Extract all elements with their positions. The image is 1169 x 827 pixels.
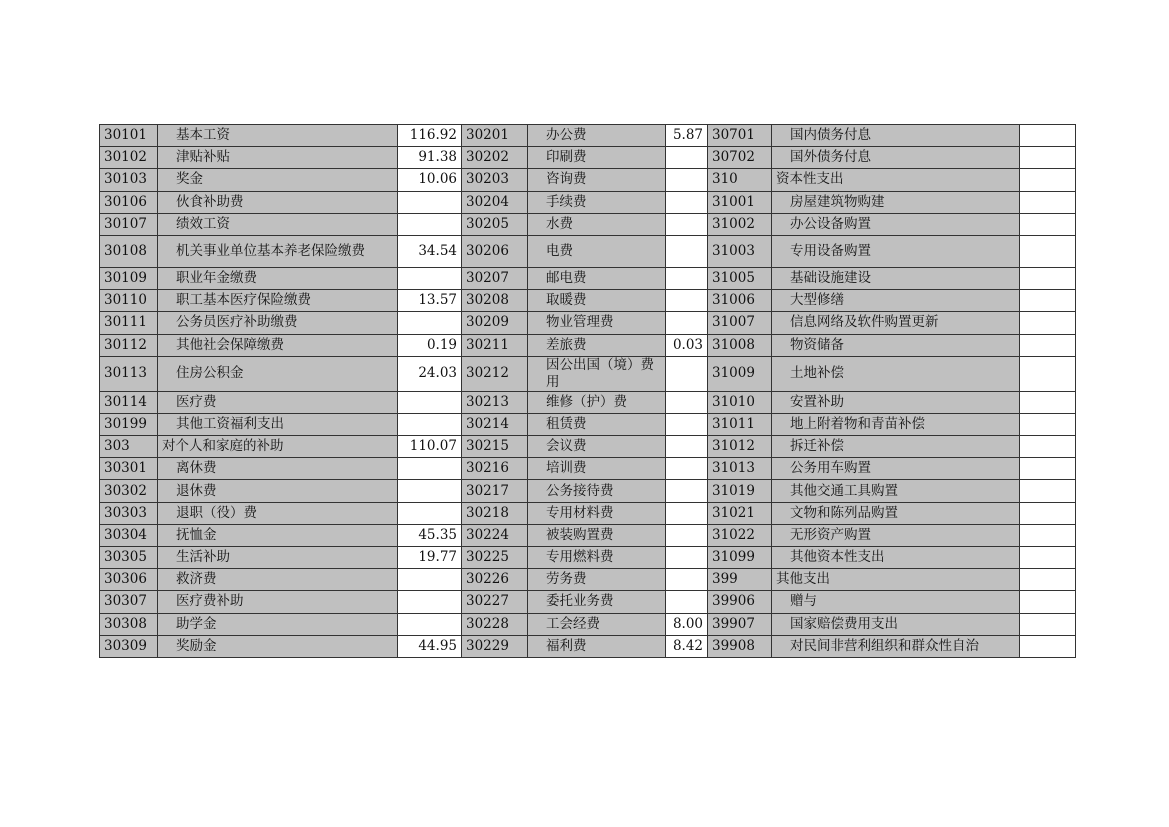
table-row [100,267,1076,289]
code-cell: 30702 [708,147,772,169]
item-name-cell: 邮电费 [528,267,666,289]
amount-cell [1020,312,1076,334]
code-cell: 30227 [462,591,528,613]
amount-cell [398,413,462,435]
item-name-cell: 文物和陈列品购置 [772,502,1020,524]
amount-cell [398,391,462,413]
code-cell: 31001 [708,191,772,213]
code-cell: 39908 [708,635,772,657]
code-cell: 30208 [462,290,528,312]
item-name-cell: 退职（役）费 [158,502,398,524]
amount-cell [666,235,708,267]
code-cell: 30199 [100,413,158,435]
amount-cell [1020,125,1076,147]
item-name-cell: 赠与 [772,591,1020,613]
amount-cell [1020,524,1076,546]
item-name-cell: 伙食补助费 [158,191,398,213]
code-cell: 30204 [462,191,528,213]
amount-cell [1020,591,1076,613]
code-cell: 30110 [100,290,158,312]
amount-cell [1020,458,1076,480]
item-name-cell: 工会经费 [528,613,666,635]
table-row [100,125,1076,147]
amount-cell [398,569,462,591]
item-name-cell: 津贴补贴 [158,147,398,169]
amount-cell [666,147,708,169]
code-cell: 30303 [100,502,158,524]
amount-cell [1020,147,1076,169]
code-cell: 31009 [708,356,772,391]
item-name-cell: 离休费 [158,458,398,480]
code-cell: 31012 [708,436,772,458]
item-name-cell: 房屋建筑物购建 [772,191,1020,213]
code-cell: 31011 [708,413,772,435]
code-cell: 30229 [462,635,528,657]
item-name-cell: 印刷费 [528,147,666,169]
code-cell: 30308 [100,613,158,635]
item-name-cell: 电费 [528,235,666,267]
code-cell: 30306 [100,569,158,591]
amount-cell [666,391,708,413]
item-name-cell: 资本性支出 [772,169,1020,191]
code-cell: 39906 [708,591,772,613]
table-row [100,569,1076,591]
amount-cell: 19.77 [398,547,462,569]
amount-cell [666,213,708,235]
amount-cell [666,480,708,502]
amount-cell [666,524,708,546]
table-row [100,502,1076,524]
item-name-cell: 医疗费补助 [158,591,398,613]
item-name-cell: 专用设备购置 [772,235,1020,267]
amount-cell [1020,169,1076,191]
code-cell: 303 [100,436,158,458]
code-cell: 399 [708,569,772,591]
table-row [100,312,1076,334]
amount-cell [666,436,708,458]
table-row [100,290,1076,312]
table-row [100,356,1076,391]
amount-cell: 8.00 [666,613,708,635]
amount-cell [1020,191,1076,213]
code-cell: 30106 [100,191,158,213]
amount-cell [1020,635,1076,657]
item-name-cell: 水费 [528,213,666,235]
item-name-cell: 对个人和家庭的补助 [158,436,398,458]
amount-cell [1020,334,1076,356]
amount-cell [666,312,708,334]
item-name-cell: 抚恤金 [158,524,398,546]
table-row [100,213,1076,235]
table-row [100,524,1076,546]
code-cell: 30301 [100,458,158,480]
code-cell: 30228 [462,613,528,635]
item-name-cell: 生活补助 [158,547,398,569]
item-name-cell: 专用材料费 [528,502,666,524]
code-cell: 30202 [462,147,528,169]
amount-cell [1020,502,1076,524]
item-name-cell: 信息网络及软件购置更新 [772,312,1020,334]
table-row [100,436,1076,458]
amount-cell [666,290,708,312]
item-name-cell: 取暖费 [528,290,666,312]
item-name-cell: 奖励金 [158,635,398,657]
item-name-cell: 对民间非营利组织和群众性自治 [772,635,1020,657]
amount-cell [398,267,462,289]
amount-cell [666,267,708,289]
code-cell: 30212 [462,356,528,391]
item-name-cell: 租赁费 [528,413,666,435]
code-cell: 30206 [462,235,528,267]
code-cell: 31021 [708,502,772,524]
code-cell: 30211 [462,334,528,356]
item-name-cell: 国外债务付息 [772,147,1020,169]
amount-cell [398,613,462,635]
item-name-cell: 物资储备 [772,334,1020,356]
code-cell: 31099 [708,547,772,569]
amount-cell [666,413,708,435]
table-row [100,413,1076,435]
item-name-cell: 办公设备购置 [772,213,1020,235]
amount-cell [398,213,462,235]
code-cell: 31006 [708,290,772,312]
item-name-cell: 因公出国（境）费用 [528,356,666,391]
code-cell: 30225 [462,547,528,569]
table-row [100,147,1076,169]
item-name-cell: 职业年金缴费 [158,267,398,289]
table-row [100,391,1076,413]
item-name-cell: 基础设施建设 [772,267,1020,289]
amount-cell [666,458,708,480]
item-name-cell: 委托业务费 [528,591,666,613]
amount-cell [398,480,462,502]
table-row [100,480,1076,502]
code-cell: 30217 [462,480,528,502]
item-name-cell: 手续费 [528,191,666,213]
item-name-cell: 福利费 [528,635,666,657]
amount-cell: 10.06 [398,169,462,191]
code-cell: 30203 [462,169,528,191]
code-cell: 31019 [708,480,772,502]
code-cell: 39907 [708,613,772,635]
table-row [100,591,1076,613]
amount-cell [666,502,708,524]
item-name-cell: 咨询费 [528,169,666,191]
amount-cell [1020,547,1076,569]
code-cell: 31002 [708,213,772,235]
code-cell: 30102 [100,147,158,169]
amount-cell: 13.57 [398,290,462,312]
code-cell: 31007 [708,312,772,334]
code-cell: 30112 [100,334,158,356]
item-name-cell: 国家赔偿费用支出 [772,613,1020,635]
code-cell: 30226 [462,569,528,591]
amount-cell [1020,436,1076,458]
item-name-cell: 劳务费 [528,569,666,591]
code-cell: 30207 [462,267,528,289]
code-cell: 30307 [100,591,158,613]
amount-cell [666,591,708,613]
code-cell: 31003 [708,235,772,267]
code-cell: 30109 [100,267,158,289]
item-name-cell: 绩效工资 [158,213,398,235]
item-name-cell: 无形资产购置 [772,524,1020,546]
code-cell: 31005 [708,267,772,289]
item-name-cell: 专用燃料费 [528,547,666,569]
table-row [100,235,1076,267]
code-cell: 31008 [708,334,772,356]
code-cell: 31013 [708,458,772,480]
item-name-cell: 住房公积金 [158,356,398,391]
amount-cell [1020,267,1076,289]
code-cell: 30111 [100,312,158,334]
amount-cell: 0.19 [398,334,462,356]
item-name-cell: 机关事业单位基本养老保险缴费 [158,235,398,267]
item-name-cell: 拆迁补偿 [772,436,1020,458]
amount-cell: 110.07 [398,436,462,458]
code-cell: 30107 [100,213,158,235]
table-row [100,169,1076,191]
expenditure-table [99,124,1076,658]
item-name-cell: 其他支出 [772,569,1020,591]
table-row [100,613,1076,635]
code-cell: 30304 [100,524,158,546]
code-cell: 30701 [708,125,772,147]
item-name-cell: 其他资本性支出 [772,547,1020,569]
amount-cell: 0.03 [666,334,708,356]
code-cell: 30103 [100,169,158,191]
amount-cell [666,569,708,591]
code-cell: 30101 [100,125,158,147]
amount-cell [1020,613,1076,635]
item-name-cell: 医疗费 [158,391,398,413]
code-cell: 30216 [462,458,528,480]
item-name-cell: 培训费 [528,458,666,480]
code-cell: 30224 [462,524,528,546]
item-name-cell: 安置补助 [772,391,1020,413]
item-name-cell: 被装购置费 [528,524,666,546]
amount-cell: 34.54 [398,235,462,267]
item-name-cell: 土地补偿 [772,356,1020,391]
item-name-cell: 会议费 [528,436,666,458]
code-cell: 31022 [708,524,772,546]
amount-cell [398,458,462,480]
code-cell: 30113 [100,356,158,391]
amount-cell [666,547,708,569]
code-cell: 30218 [462,502,528,524]
item-name-cell: 救济费 [158,569,398,591]
amount-cell [1020,480,1076,502]
amount-cell [1020,356,1076,391]
item-name-cell: 公务用车购置 [772,458,1020,480]
code-cell: 30305 [100,547,158,569]
table-row [100,191,1076,213]
code-cell: 310 [708,169,772,191]
amount-cell [398,312,462,334]
amount-cell [1020,235,1076,267]
amount-cell [398,591,462,613]
item-name-cell: 公务员医疗补助缴费 [158,312,398,334]
item-name-cell: 职工基本医疗保险缴费 [158,290,398,312]
code-cell: 30205 [462,213,528,235]
amount-cell [398,502,462,524]
amount-cell [1020,413,1076,435]
amount-cell: 24.03 [398,356,462,391]
table-row [100,635,1076,657]
table-row [100,547,1076,569]
item-name-cell: 地上附着物和青苗补偿 [772,413,1020,435]
item-name-cell: 退休费 [158,480,398,502]
item-name-cell: 国内债务付息 [772,125,1020,147]
amount-cell [1020,569,1076,591]
item-name-cell: 其他工资福利支出 [158,413,398,435]
amount-cell [1020,290,1076,312]
item-name-cell: 基本工资 [158,125,398,147]
item-name-cell: 差旅费 [528,334,666,356]
code-cell: 30309 [100,635,158,657]
code-cell: 30214 [462,413,528,435]
amount-cell: 91.38 [398,147,462,169]
code-cell: 31010 [708,391,772,413]
amount-cell [1020,391,1076,413]
code-cell: 30114 [100,391,158,413]
code-cell: 30209 [462,312,528,334]
amount-cell: 45.35 [398,524,462,546]
amount-cell: 116.92 [398,125,462,147]
amount-cell [666,191,708,213]
table-row [100,334,1076,356]
code-cell: 30201 [462,125,528,147]
amount-cell [666,356,708,391]
amount-cell: 44.95 [398,635,462,657]
code-cell: 30302 [100,480,158,502]
item-name-cell: 其他社会保障缴费 [158,334,398,356]
item-name-cell: 维修（护）费 [528,391,666,413]
code-cell: 30108 [100,235,158,267]
item-name-cell: 物业管理费 [528,312,666,334]
item-name-cell: 办公费 [528,125,666,147]
amount-cell: 8.42 [666,635,708,657]
amount-cell: 5.87 [666,125,708,147]
code-cell: 30215 [462,436,528,458]
table-row [100,458,1076,480]
item-name-cell: 奖金 [158,169,398,191]
code-cell: 30213 [462,391,528,413]
item-name-cell: 助学金 [158,613,398,635]
item-name-cell: 其他交通工具购置 [772,480,1020,502]
amount-cell [666,169,708,191]
amount-cell [1020,213,1076,235]
amount-cell [398,191,462,213]
item-name-cell: 大型修缮 [772,290,1020,312]
item-name-cell: 公务接待费 [528,480,666,502]
